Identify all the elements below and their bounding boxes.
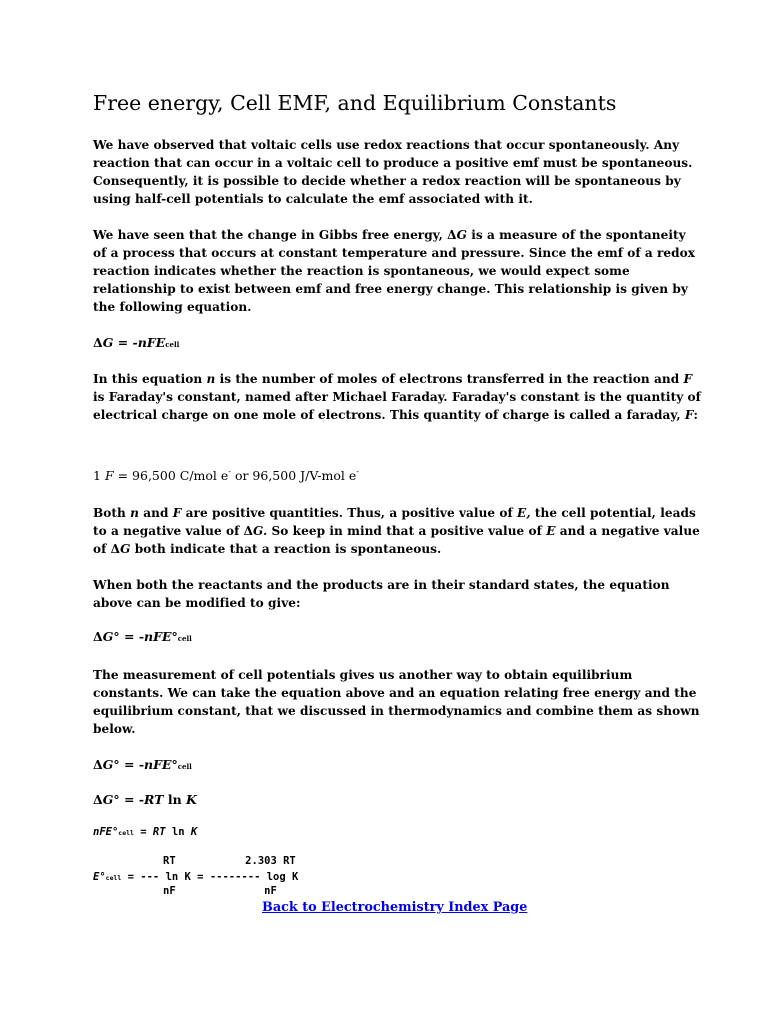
equation-text: nFE°: [144, 757, 178, 772]
text-segment: both indicate that a reaction is spontaneous.: [130, 542, 442, 556]
mono-equation-ecell: [93, 871, 298, 883]
back-to-index-link[interactable]: Back to Electrochemistry Index Page: [262, 900, 528, 915]
equation-text: G°: [102, 757, 120, 772]
equation-delta-g: [93, 335, 179, 350]
text-segment: the cell potential, leads to a negative value of Δ: [93, 506, 696, 538]
paragraph-faraday-constant: [93, 370, 703, 424]
paragraph-positive-quantities: [93, 504, 703, 558]
delta-symbol: Δ: [93, 792, 103, 807]
equation-faraday: [93, 467, 359, 483]
text-segment: So keep in mind that a positive value of: [267, 524, 547, 538]
italic-symbol: n: [130, 506, 139, 520]
subscript: cell: [177, 762, 192, 771]
delta-symbol: Δ: [93, 629, 103, 644]
equation-rt-ln-k: [93, 792, 197, 807]
paragraph-standard-states: When both the reactants and the products are in their standard states, the equation above can be modified to give:: [93, 578, 670, 610]
equation-text: RT: [144, 792, 164, 807]
italic-symbol: F: [684, 408, 694, 422]
text-segment: ln: [163, 792, 187, 807]
text-segment: = -: [119, 792, 145, 807]
italic-symbol: E,: [517, 506, 531, 520]
equation-text: K: [186, 792, 197, 807]
mono-fraction-numerators: RT 2.303 RT: [163, 855, 296, 867]
delta-symbol: Δ: [93, 335, 103, 350]
text-segment: is Faraday's constant, named after Michael Faraday. Faraday's constant is the quantity of electrical charge on one mole of electrons. This quantity of charge is called a faraday,: [93, 390, 701, 422]
text-segment: We have seen that the change in Gibbs free energy, Δ: [93, 228, 457, 242]
equation-text: G = -nFE: [102, 335, 166, 350]
subscript: cell: [165, 340, 180, 349]
equation-text: E°: [93, 871, 106, 883]
italic-symbol: G: [120, 542, 131, 556]
subscript: cell: [118, 829, 134, 837]
equation-text: RT: [152, 826, 166, 838]
italic-symbol: E: [546, 524, 556, 538]
mono-fraction-denominators: nF nF: [163, 885, 277, 897]
text-segment: = -: [119, 629, 145, 644]
equation-standard-delta-g-2: [93, 757, 192, 772]
mono-equation-nfe: [93, 826, 197, 838]
subscript: cell: [105, 874, 122, 882]
italic-symbol: F: [104, 468, 114, 483]
subscript: cell: [177, 634, 192, 643]
paragraph-equilibrium-constants: The measurement of cell potentials gives us another way to obtain equilibrium constants. We can take the equation above and an equation relating free energy and the equilibrium constant, that we discussed in thermodynamics and combine them as shown below.: [93, 668, 700, 736]
text-segment: = 96,500 C/mol e: [113, 468, 229, 483]
delta-symbol: Δ: [93, 757, 103, 772]
text-segment: and: [138, 506, 173, 520]
equation-text: G°: [102, 629, 120, 644]
italic-symbol: n: [206, 372, 216, 386]
equation-standard-delta-g: [93, 629, 192, 644]
text-segment: or 96,500 J/V-mol e: [230, 468, 357, 483]
paragraph-voltaic-cells: We have observed that voltaic cells use redox reactions that occur spontaneously. Any reaction that can occur in a voltaic cell to produce a positive emf must be spontaneous. Consequently, it is possible to decide whether a redox reaction will be spontaneous by using half-cell potentials to calculate the emf associated with it.: [93, 138, 693, 206]
equation-text: K: [190, 826, 198, 838]
superscript: -: [356, 467, 359, 476]
text-segment: In this equation: [93, 372, 207, 386]
text-segment: =: [133, 826, 153, 838]
superscript: -: [228, 467, 231, 476]
equation-text: = --- ln K = -------- log K: [121, 871, 299, 883]
text-segment: :: [693, 408, 699, 422]
text-segment: and a negative value of Δ: [93, 524, 700, 556]
equation-text: nFE°: [93, 826, 119, 838]
text-segment: Both: [93, 506, 131, 520]
paragraph-gibbs-free-energy: [93, 226, 703, 316]
italic-symbol: F: [683, 372, 693, 386]
page-title: Free energy, Cell EMF, and Equilibrium Constants: [93, 91, 617, 115]
text-segment: is the number of moles of electrons transferred in the reaction and: [215, 372, 684, 386]
equation-text: nFE°: [144, 629, 178, 644]
equation-text: G°: [102, 792, 120, 807]
text-segment: = -: [119, 757, 145, 772]
text-segment: ln: [165, 826, 191, 838]
italic-symbol: G.: [253, 524, 268, 538]
text-segment: are positive quantities. Thus, a positive value of: [181, 506, 518, 520]
text-segment: is a measure of the spontaneity of a process that occurs at constant temperature and pressure. Since the emf of a redox reaction indicates whether the reaction is spontaneous, we would expect some relationship to exist between emf and free energy change. This relationship is given by the following equation.: [93, 228, 696, 314]
italic-symbol: G: [456, 228, 468, 242]
text-segment: 1: [93, 468, 105, 483]
italic-symbol: F: [172, 506, 182, 520]
